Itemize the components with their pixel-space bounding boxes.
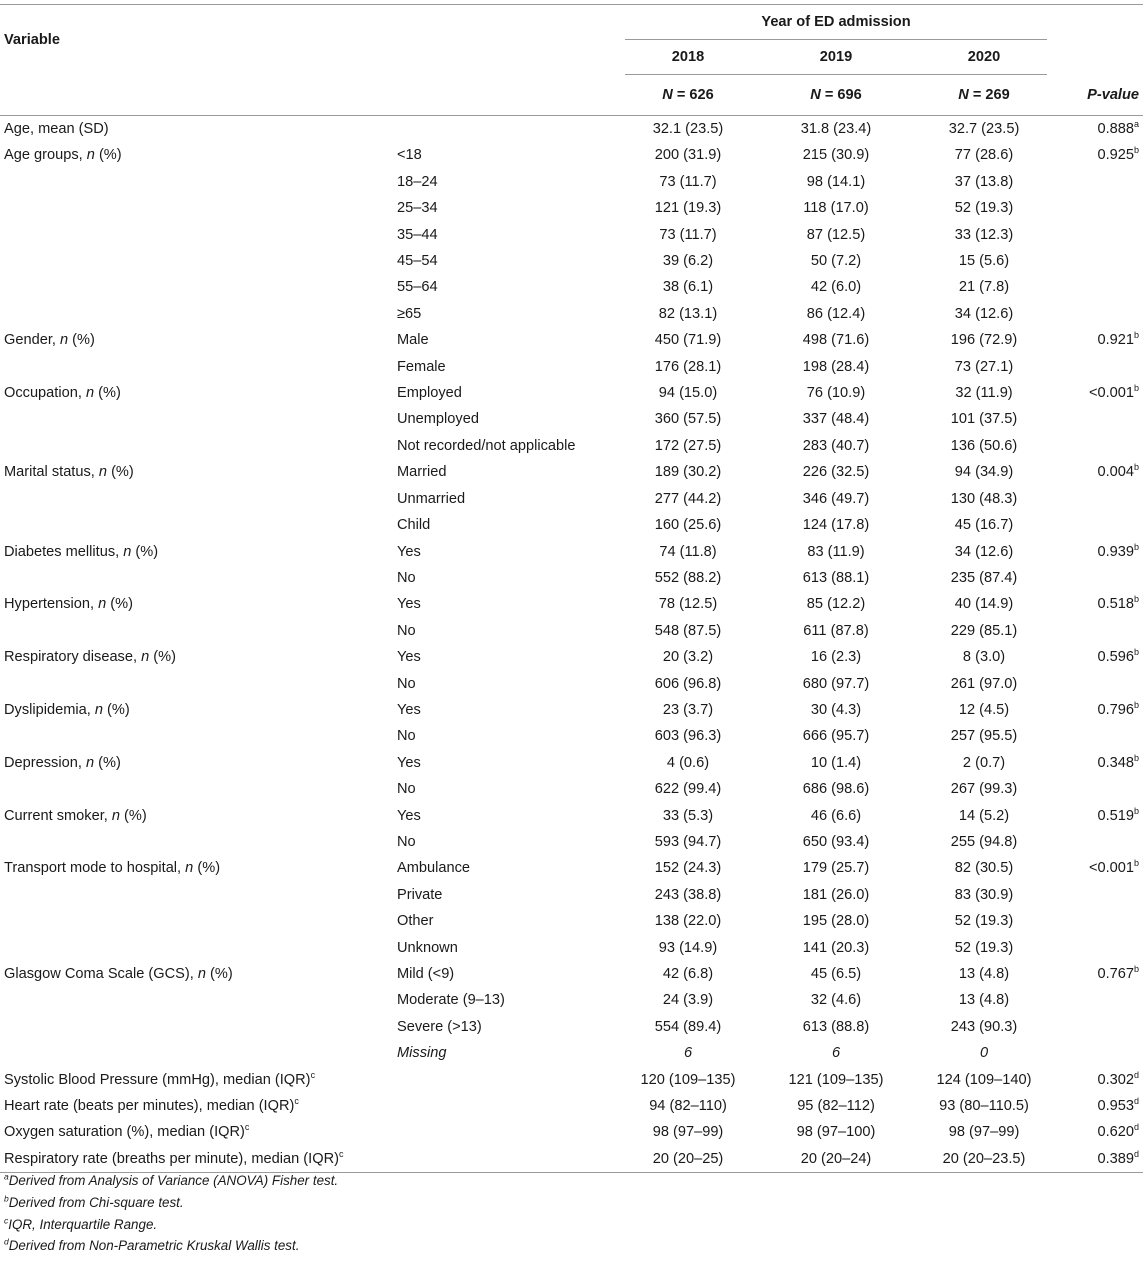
variable-cell — [0, 671, 397, 697]
year-2020-header: 2020 — [921, 40, 1047, 75]
pvalue-cell: 0.796$^b$ — [1097, 700, 1140, 718]
variable-cell — [0, 301, 397, 327]
value-cell-2020: 15 (5.6) — [958, 253, 1010, 270]
value-cell-2020: 37 (13.8) — [954, 173, 1014, 190]
value-cell-2019: 95 (82–112) — [797, 1098, 875, 1115]
pvalue-cell — [1047, 935, 1143, 961]
value-cell-2018: 548 (87.5) — [654, 622, 722, 639]
variable-cell — [0, 776, 397, 802]
value-cell-2020: 130 (48.3) — [950, 490, 1018, 507]
variable-cell: Systolic Blood Pressure (mmHg), median (IQR)$^c$ — [4, 1069, 316, 1088]
pvalue-cell: 0.939$^b$ — [1097, 541, 1140, 560]
category-cell: Severe (>13) — [397, 1018, 482, 1035]
table-row — [0, 908, 1143, 934]
footnote: $^d$Derived from Non-Parametric Kruskal Wallis test. — [4, 1236, 300, 1254]
table-row — [0, 248, 1143, 274]
value-cell-2020: 136 (50.6) — [950, 437, 1018, 454]
category-cell: 18–24 — [397, 173, 438, 190]
variable-cell: Marital status, n (%) — [4, 464, 134, 481]
pvalue-cell — [1047, 222, 1143, 248]
value-cell-2020: 52 (19.3) — [954, 939, 1014, 956]
category-cell — [397, 116, 625, 143]
table-row — [0, 459, 1143, 485]
variable-cell: Respiratory rate (breaths per minute), median (IQR)$^c$ — [4, 1148, 344, 1167]
value-cell-2018: 606 (96.8) — [654, 675, 722, 692]
table-row — [0, 274, 1143, 300]
value-cell-2019: 337 (48.4) — [802, 411, 870, 428]
value-cell-2020: 2 (0.7) — [962, 754, 1006, 771]
pvalue-cell: 0.953$^d$ — [1097, 1096, 1140, 1115]
value-cell-2018: 98 (97–99) — [652, 1124, 724, 1141]
value-cell-2018: 74 (11.8) — [659, 543, 717, 560]
category-cell: Unknown — [397, 939, 458, 956]
variable-cell — [0, 406, 397, 432]
variable-cell: Transport mode to hospital, n (%) — [4, 860, 221, 877]
pvalue-cell — [1047, 1014, 1143, 1040]
pvalue-cell — [1047, 248, 1143, 274]
value-cell-2019: 10 (1.4) — [810, 754, 862, 771]
n-2018-header: N = 626 — [662, 87, 714, 103]
table-row — [0, 142, 1143, 168]
value-cell-2020: 52 (19.3) — [954, 913, 1014, 930]
category-cell: ≥65 — [397, 305, 422, 322]
category-cell: 35–44 — [397, 226, 438, 243]
value-cell-2020: 235 (87.4) — [950, 569, 1018, 586]
value-cell-2019: 45 (6.5) — [810, 966, 862, 982]
variable-cell: Age, mean (SD) — [4, 121, 109, 137]
table-row — [0, 855, 1143, 881]
variable-cell: Respiratory disease, n (%) — [4, 649, 176, 666]
value-cell-2019: 124 (17.8) — [802, 517, 870, 534]
variable-cell — [0, 169, 397, 195]
category-cell — [397, 1067, 625, 1093]
category-cell: No — [397, 781, 416, 798]
table-row — [0, 882, 1143, 908]
value-cell-2018: 42 (6.8) — [662, 966, 714, 982]
variable-cell — [0, 882, 397, 908]
value-cell-2019: 118 (17.0) — [803, 200, 869, 217]
pvalue-cell — [1047, 354, 1143, 380]
value-cell-2020: 98 (97–99) — [948, 1124, 1020, 1141]
value-cell-2018: 189 (30.2) — [654, 464, 722, 481]
category-cell: Mild (<9) — [397, 966, 455, 982]
table-row — [0, 222, 1143, 248]
variable-cell: Age groups, n (%) — [4, 147, 122, 164]
pvalue-cell — [1047, 301, 1143, 327]
value-cell-2019: 121 (109–135) — [788, 1071, 884, 1088]
category-cell: No — [397, 675, 416, 692]
table-body — [0, 116, 1143, 1173]
value-cell-2018: 38 (6.1) — [662, 279, 714, 296]
pvalue-cell — [1047, 486, 1143, 512]
table-row — [0, 486, 1143, 512]
category-cell: Male — [397, 332, 429, 349]
value-cell-2018: 32.1 (23.5) — [652, 121, 724, 137]
value-cell-2019: 32 (4.6) — [810, 992, 862, 1009]
value-cell-2020: 13 (4.8) — [958, 992, 1010, 1009]
category-cell: Female — [397, 358, 446, 375]
value-cell-2019: 50 (7.2) — [810, 253, 862, 270]
pvalue-cell: 0.620$^d$ — [1097, 1122, 1140, 1141]
value-cell-2018: 73 (11.7) — [659, 173, 717, 190]
pvalue-cell: 0.348$^b$ — [1097, 752, 1140, 771]
value-cell-2019: 42 (6.0) — [810, 279, 862, 296]
variable-cell — [0, 987, 397, 1013]
pvalue-cell — [1047, 195, 1143, 221]
category-cell: Missing — [397, 1045, 447, 1062]
variable-cell: Dyslipidemia, n (%) — [4, 701, 130, 718]
value-cell-2019: 650 (93.4) — [802, 833, 870, 850]
value-cell-2019: 611 (87.8) — [803, 622, 869, 639]
category-cell: Other — [397, 913, 434, 930]
value-cell-2018: 78 (12.5) — [658, 596, 718, 613]
value-cell-2018: 94 (15.0) — [658, 385, 718, 402]
variable-cell — [0, 1014, 397, 1040]
category-cell: Unemployed — [397, 411, 479, 428]
variable-cell: Hypertension, n (%) — [4, 596, 133, 613]
table-row — [0, 116, 1143, 143]
value-cell-2018: 120 (109–135) — [640, 1071, 736, 1088]
table-row — [0, 803, 1143, 829]
value-cell-2020: 12 (4.5) — [958, 701, 1010, 718]
variable-cell — [0, 565, 397, 591]
value-cell-2019: 666 (95.7) — [802, 728, 870, 745]
table-row — [0, 618, 1143, 644]
category-cell: Unmarried — [397, 490, 466, 507]
value-cell-2018: 243 (38.8) — [654, 886, 722, 903]
table-row — [0, 380, 1143, 406]
table-row — [0, 1146, 1143, 1173]
table-row — [0, 512, 1143, 538]
value-cell-2020: 45 (16.7) — [954, 517, 1014, 534]
footnote: $^b$Derived from Chi-square test. — [4, 1193, 184, 1210]
variable-cell — [0, 486, 397, 512]
category-cell: <18 — [397, 147, 422, 164]
category-cell: Yes — [397, 807, 421, 824]
table-row — [0, 829, 1143, 855]
value-cell-2020: 94 (34.9) — [954, 464, 1014, 481]
category-cell: Yes — [397, 754, 421, 771]
value-cell-2018: 603 (96.3) — [654, 728, 722, 745]
variable-cell: Depression, n (%) — [4, 754, 121, 771]
value-cell-2018: 152 (24.3) — [654, 860, 722, 877]
value-cell-2020: 261 (97.0) — [950, 675, 1018, 692]
value-cell-2020: 83 (30.9) — [954, 886, 1014, 903]
value-cell-2018: 20 (3.2) — [662, 649, 714, 666]
value-cell-2020: 267 (99.3) — [950, 781, 1018, 798]
value-cell-2018: 622 (99.4) — [654, 781, 722, 798]
value-cell-2019: 98 (97–100) — [796, 1124, 876, 1141]
value-cell-2019: 283 (40.7) — [802, 437, 870, 454]
category-cell: 55–64 — [397, 279, 438, 296]
value-cell-2018: 33 (5.3) — [662, 807, 714, 824]
value-cell-2019: 195 (28.0) — [802, 913, 870, 930]
table-row — [0, 301, 1143, 327]
value-cell-2018: 94 (82–110) — [649, 1098, 727, 1115]
value-cell-2018: 4 (0.6) — [666, 754, 710, 771]
variable-cell: Glasgow Coma Scale (GCS), n (%) — [4, 966, 233, 982]
value-cell-2020: 101 (37.5) — [950, 411, 1018, 428]
value-cell-2019: 181 (26.0) — [802, 886, 870, 903]
variable-cell: Diabetes mellitus, n (%) — [4, 543, 159, 560]
variable-cell — [0, 222, 397, 248]
table-row — [0, 591, 1143, 617]
table-row — [0, 987, 1143, 1013]
value-cell-2018: 20 (20–25) — [652, 1150, 724, 1167]
value-cell-2019: 83 (11.9) — [807, 543, 865, 560]
value-cell-2018: 82 (13.1) — [658, 305, 718, 322]
value-cell-2018: 73 (11.7) — [659, 226, 717, 243]
pvalue-cell — [1047, 565, 1143, 591]
pvalue-cell: 0.596$^b$ — [1097, 647, 1140, 666]
pvalue-cell — [1047, 433, 1143, 459]
variable-cell — [0, 354, 397, 380]
variable-cell — [0, 1040, 397, 1066]
value-cell-2019: 76 (10.9) — [806, 385, 866, 402]
pvalue-cell — [1047, 987, 1143, 1013]
value-cell-2018: 360 (57.5) — [654, 411, 722, 428]
table-row — [0, 1014, 1143, 1040]
table-row — [0, 169, 1143, 195]
pvalue-cell — [1047, 829, 1143, 855]
value-cell-2019: 31.8 (23.4) — [800, 121, 872, 137]
value-cell-2019: 6 — [831, 1045, 841, 1062]
table-row — [0, 1119, 1143, 1145]
pvalue-cell: <0.001$^b$ — [1088, 383, 1140, 402]
value-cell-2018: 200 (31.9) — [654, 147, 722, 164]
pvalue-cell: 0.302$^d$ — [1097, 1069, 1140, 1088]
value-cell-2020: 82 (30.5) — [954, 860, 1014, 877]
value-cell-2020: 34 (12.6) — [954, 543, 1014, 560]
value-cell-2020: 229 (85.1) — [950, 622, 1018, 639]
table-row — [0, 539, 1143, 565]
table-row — [0, 750, 1143, 776]
value-cell-2019: 613 (88.8) — [802, 1018, 870, 1035]
value-cell-2018: 554 (89.4) — [654, 1018, 722, 1035]
value-cell-2020: 34 (12.6) — [954, 305, 1014, 322]
table-row — [0, 723, 1143, 749]
value-cell-2020: 21 (7.8) — [958, 279, 1010, 296]
footnote: $^c$IQR, Interquartile Range. — [4, 1215, 158, 1232]
value-cell-2020: 14 (5.2) — [958, 807, 1010, 824]
category-cell: Yes — [397, 649, 421, 666]
value-cell-2020: 33 (12.3) — [954, 226, 1014, 243]
pvalue-cell — [1047, 723, 1143, 749]
category-cell: No — [397, 833, 416, 850]
table-row — [0, 433, 1143, 459]
year-2018-header: 2018 — [625, 40, 751, 75]
value-cell-2018: 93 (14.9) — [658, 939, 718, 956]
value-cell-2020: 196 (72.9) — [950, 332, 1018, 349]
value-cell-2019: 613 (88.1) — [802, 569, 870, 586]
value-cell-2019: 46 (6.6) — [810, 807, 862, 824]
value-cell-2020: 40 (14.9) — [954, 596, 1014, 613]
value-cell-2018: 450 (71.9) — [654, 332, 722, 349]
value-cell-2019: 98 (14.1) — [806, 173, 866, 190]
table-row — [0, 935, 1143, 961]
table-row — [0, 1093, 1143, 1119]
category-cell: Employed — [397, 385, 462, 402]
table-row — [0, 1040, 1143, 1066]
pvalue-cell — [1047, 274, 1143, 300]
category-cell: No — [397, 569, 416, 586]
value-cell-2018: 121 (19.3) — [654, 200, 722, 217]
category-cell: 45–54 — [397, 253, 438, 270]
value-cell-2019: 141 (20.3) — [802, 939, 870, 956]
value-cell-2020: 124 (109–140) — [936, 1071, 1032, 1088]
value-cell-2018: 593 (94.7) — [654, 833, 722, 850]
n-2020-header: N = 269 — [958, 87, 1010, 103]
category-cell: Not recorded/not applicable — [397, 437, 576, 454]
pvalue-cell: 0.004$^b$ — [1097, 462, 1140, 481]
value-cell-2018: 138 (22.0) — [654, 913, 722, 930]
table-row — [0, 776, 1143, 802]
value-cell-2019: 346 (49.7) — [802, 490, 870, 507]
variable-cell — [0, 433, 397, 459]
value-cell-2019: 16 (2.3) — [810, 649, 862, 666]
pvalue-cell: 0.767$^b$ — [1097, 964, 1140, 982]
value-cell-2019: 686 (98.6) — [802, 781, 870, 798]
value-cell-2019: 179 (25.7) — [802, 860, 870, 877]
category-cell: No — [397, 622, 416, 639]
pvalue-cell — [1047, 882, 1143, 908]
value-cell-2020: 13 (4.8) — [958, 966, 1010, 982]
value-cell-2019: 20 (20–24) — [800, 1150, 872, 1167]
value-cell-2018: 6 — [683, 1045, 693, 1062]
table-row — [0, 195, 1143, 221]
category-cell: Yes — [397, 543, 421, 560]
pvalue-cell: 0.519$^b$ — [1097, 805, 1140, 824]
value-cell-2018: 277 (44.2) — [654, 490, 722, 507]
pvalue-cell — [1047, 512, 1143, 538]
pvalue-cell: 0.888$^a$ — [1097, 119, 1140, 137]
category-cell: No — [397, 728, 416, 745]
variable-cell — [0, 512, 397, 538]
value-cell-2020: 32 (11.9) — [955, 385, 1013, 402]
variable-cell — [0, 195, 397, 221]
value-cell-2019: 85 (12.2) — [806, 596, 866, 613]
value-cell-2018: 160 (25.6) — [654, 517, 722, 534]
variable-cell — [0, 723, 397, 749]
pvalue-cell — [1047, 169, 1143, 195]
pvalue-cell — [1047, 776, 1143, 802]
data-table — [0, 4, 1143, 1173]
value-cell-2018: 24 (3.9) — [662, 992, 714, 1009]
pvalue-cell — [1047, 618, 1143, 644]
value-cell-2019: 30 (4.3) — [810, 701, 862, 718]
category-cell — [397, 1119, 625, 1145]
category-cell — [397, 1146, 625, 1173]
pvalue-cell — [1047, 406, 1143, 432]
value-cell-2020: 0 — [979, 1045, 989, 1062]
variable-cell: Heart rate (beats per minutes), median (IQR)$^c$ — [4, 1096, 299, 1115]
pvalue-cell — [1047, 1040, 1143, 1066]
pvalue-cell — [1047, 908, 1143, 934]
category-cell: Ambulance — [397, 860, 471, 877]
table-row — [0, 1067, 1143, 1093]
value-cell-2020: 8 (3.0) — [962, 649, 1006, 666]
value-cell-2018: 39 (6.2) — [662, 253, 714, 270]
value-cell-2019: 680 (97.7) — [802, 675, 870, 692]
value-cell-2020: 243 (90.3) — [950, 1018, 1018, 1035]
value-cell-2020: 52 (19.3) — [954, 200, 1014, 217]
table-row — [0, 354, 1143, 380]
pvalue-cell: 0.389$^d$ — [1097, 1148, 1140, 1167]
variable-cell — [0, 829, 397, 855]
variable-cell — [0, 908, 397, 934]
category-cell: Child — [397, 517, 431, 534]
table-row — [0, 644, 1143, 670]
variable-cell: Occupation, n (%) — [4, 385, 121, 402]
pvalue-header: P-value — [1087, 86, 1140, 103]
value-cell-2020: 257 (95.5) — [950, 728, 1018, 745]
value-cell-2019: 86 (12.4) — [806, 305, 866, 322]
table-row — [0, 697, 1143, 723]
value-cell-2020: 73 (27.1) — [954, 358, 1014, 375]
pvalue-cell: 0.518$^b$ — [1097, 594, 1140, 613]
variable-cell: Oxygen saturation (%), median (IQR)$^c$ — [4, 1122, 250, 1141]
pvalue-cell: <0.001$^b$ — [1088, 858, 1140, 877]
value-cell-2020: 255 (94.8) — [950, 833, 1018, 850]
footnote: $^a$Derived from Analysis of Variance (ANOVA) Fisher test. — [4, 1171, 339, 1188]
n-2019-header: N = 696 — [810, 87, 862, 103]
variable-cell — [0, 248, 397, 274]
value-cell-2019: 498 (71.6) — [802, 332, 870, 349]
table-row — [0, 961, 1143, 987]
table-row — [0, 327, 1143, 353]
pvalue-cell — [1047, 671, 1143, 697]
category-cell — [397, 1093, 625, 1119]
category-cell: Married — [397, 464, 447, 481]
year-group-header: Year of ED admission — [625, 5, 1047, 40]
variable-cell: Current smoker, n (%) — [4, 807, 147, 824]
value-cell-2019: 87 (12.5) — [806, 226, 866, 243]
value-cell-2018: 172 (27.5) — [654, 437, 722, 454]
footnotes — [4, 1170, 338, 1257]
value-cell-2018: 176 (28.1) — [654, 358, 722, 375]
category-cell: Moderate (9–13) — [397, 992, 505, 1009]
pvalue-cell: 0.921$^b$ — [1097, 330, 1140, 349]
table-row — [0, 406, 1143, 432]
table-row — [0, 671, 1143, 697]
value-cell-2020: 77 (28.6) — [954, 147, 1014, 164]
value-cell-2020: 93 (80–110.5) — [939, 1098, 1029, 1115]
category-cell: 25–34 — [397, 200, 438, 217]
category-cell: Private — [397, 886, 443, 903]
year-2019-header: 2019 — [751, 40, 921, 75]
value-cell-2020: 32.7 (23.5) — [948, 121, 1020, 137]
value-cell-2020: 20 (20–23.5) — [942, 1150, 1026, 1167]
value-cell-2018: 552 (88.2) — [654, 569, 722, 586]
variable-cell — [0, 274, 397, 300]
category-cell: Yes — [397, 701, 421, 718]
variable-cell — [0, 618, 397, 644]
variable-cell — [0, 935, 397, 961]
variable-cell: Gender, n (%) — [4, 332, 95, 349]
value-cell-2019: 198 (28.4) — [802, 358, 870, 375]
value-cell-2018: 23 (3.7) — [662, 701, 714, 718]
value-cell-2019: 215 (30.9) — [802, 147, 870, 164]
table-row — [0, 565, 1143, 591]
value-cell-2019: 226 (32.5) — [802, 464, 870, 481]
category-cell: Yes — [397, 596, 421, 613]
variable-header: Variable — [4, 31, 60, 48]
pvalue-cell: 0.925$^b$ — [1097, 145, 1140, 164]
